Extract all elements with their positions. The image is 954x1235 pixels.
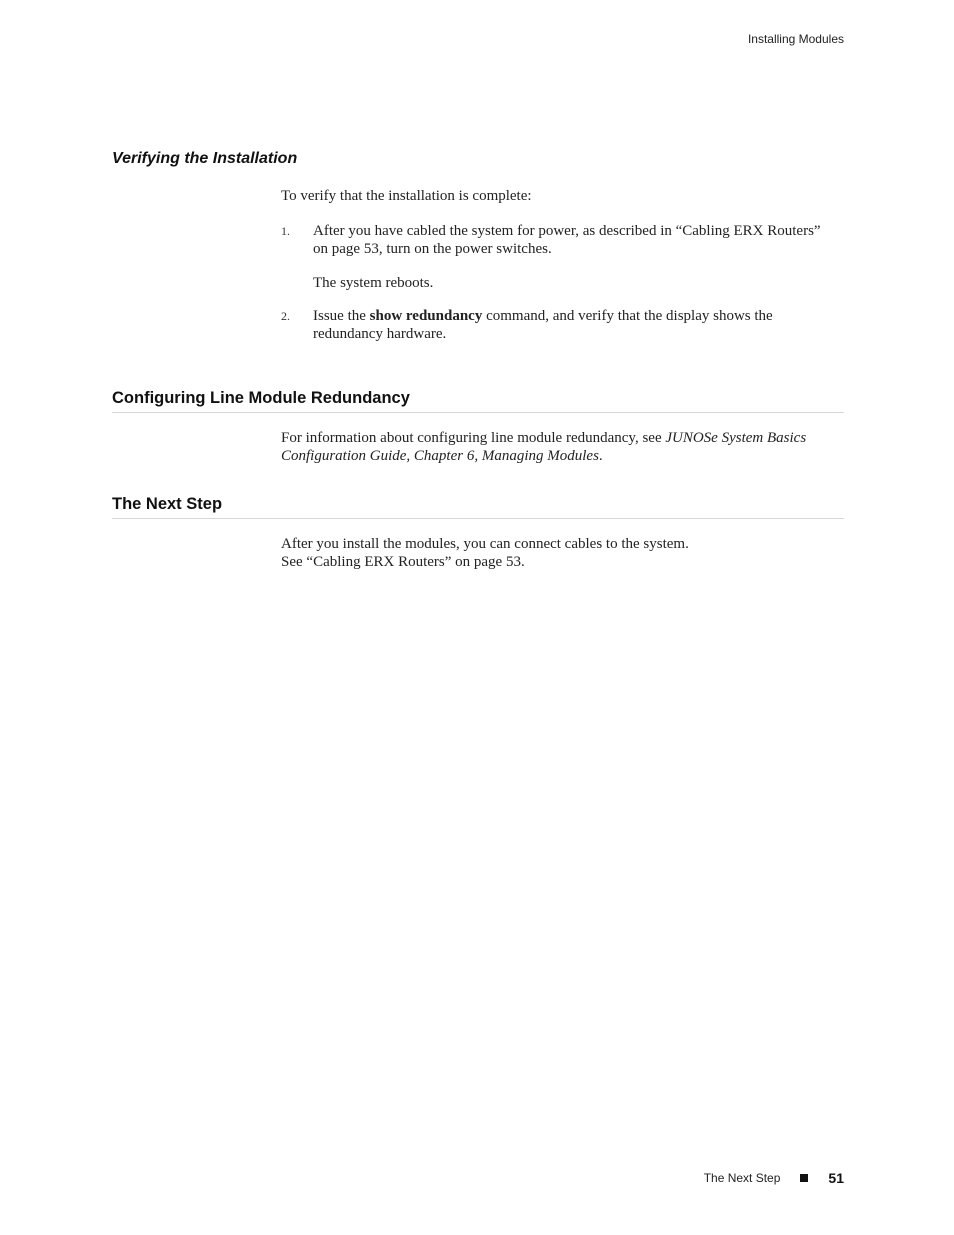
step-number-2: 2. [281, 309, 290, 323]
command-show-redundancy: show redundancy [369, 308, 483, 324]
redundancy-paragraph [281, 429, 826, 465]
step-note-1: The system reboots. [313, 275, 434, 291]
step-number-1: 1. [281, 224, 290, 238]
section-heading-verifying: Verifying the Installation [112, 150, 298, 167]
step-2-text-after: command, and verify that the display shows the redundancy hardware. [313, 308, 773, 342]
section-heading-redundancy: Configuring Line Module Redundancy [112, 389, 844, 413]
step-2-text-before: Issue the [313, 308, 370, 324]
next-step-paragraph [281, 535, 826, 571]
next-step-line-1: After you install the modules, you can connect cables to the system. [281, 536, 689, 552]
redundancy-text-before: For information about configuring line module redundancy, see [281, 430, 666, 446]
page-footer [704, 1170, 844, 1186]
footer-square-icon [800, 1174, 808, 1182]
running-header: Installing Modules [747, 32, 844, 46]
page-number: 51 [828, 1170, 844, 1186]
redundancy-reference: JUNOSe System Basics Configuration Guide, Chapter 6, Managing Modules [281, 430, 807, 464]
step-text-1: After you have cabled the system for power, as described in “Cabling ERX Routers” on page 53, turn on the power switches. [313, 223, 821, 257]
step-text-2 [313, 307, 828, 343]
verify-intro: To verify that the installation is complete: [281, 188, 532, 204]
section-heading-next-step: The Next Step [112, 495, 844, 519]
redundancy-text-after: . [598, 448, 603, 464]
next-step-line-2: See “Cabling ERX Routers” on page 53. [281, 554, 525, 570]
footer-section-name: The Next Step [703, 1171, 781, 1185]
